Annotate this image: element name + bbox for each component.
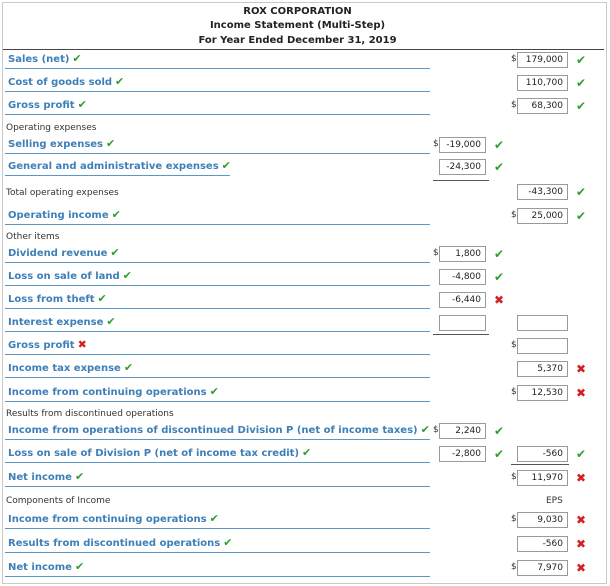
loss-land-label: Loss on sale of land [8, 271, 120, 282]
subtotal-rule [433, 180, 489, 181]
row-gna [0, 158, 610, 180]
net-income-label: Net income [8, 472, 72, 483]
tax-amount-input[interactable]: 5,370 [517, 361, 568, 377]
other-items-heading: Other items [6, 232, 60, 242]
check-icon: ✔ [576, 185, 587, 199]
check-icon: ✔ [494, 424, 505, 438]
loss-theft-amount-input[interactable]: -6,440 [439, 292, 486, 308]
check-icon: ✔ [123, 361, 134, 374]
check-icon: ✔ [494, 160, 505, 174]
check-icon: ✔ [209, 512, 219, 525]
check-icon: ✔ [576, 76, 587, 90]
gna-amount-input[interactable]: -24,300 [439, 159, 486, 175]
cross-icon: ✖ [576, 362, 587, 376]
operating-income-amount-input[interactable]: 25,000 [517, 208, 568, 224]
comp-discontinued-amount-input[interactable]: -560 [517, 536, 568, 552]
dollar-sign: $ [511, 210, 517, 220]
interest-label: Interest expense [8, 317, 104, 328]
dollar-sign: $ [433, 139, 439, 149]
cogs-amount-input[interactable]: 110,700 [517, 75, 568, 91]
interest-amount-input-1[interactable] [439, 315, 486, 331]
sales-label-select[interactable] [5, 51, 430, 69]
tax-label-select[interactable] [5, 360, 430, 378]
row-comp-discontinued [0, 535, 610, 557]
loss-land-amount-input[interactable]: -4,800 [439, 269, 486, 285]
sales-label: Sales (net) [8, 54, 70, 65]
net-income-amount-input[interactable]: 11,970 [517, 470, 568, 486]
disc-income-label-select[interactable] [5, 422, 430, 440]
cross-icon: ✖ [576, 561, 587, 575]
dividend-amount-input[interactable]: 1,800 [439, 246, 486, 262]
comp-continuing-label-select[interactable] [5, 511, 430, 529]
check-icon: ✔ [494, 447, 505, 461]
tax-label: Income tax expense [8, 363, 121, 374]
sales-amount-input[interactable]: 179,000 [517, 52, 568, 68]
dollar-sign: $ [433, 248, 439, 258]
row-operating-income [0, 207, 610, 229]
check-icon: ✔ [74, 560, 85, 573]
check-icon: ✔ [420, 423, 430, 436]
dollar-sign: $ [511, 387, 517, 397]
loss-theft-label-select[interactable] [5, 291, 430, 309]
selling-label-select[interactable] [5, 136, 430, 154]
disc-loss-amount-input-1[interactable]: -2,800 [439, 446, 486, 462]
operating-income-label-select[interactable] [5, 207, 430, 225]
row-disc-income [0, 422, 610, 444]
gross-profit-amount-input[interactable]: 68,300 [517, 98, 568, 114]
check-icon: ✔ [77, 98, 87, 111]
check-icon: ✔ [110, 246, 120, 259]
gross-profit-label: Gross profit [8, 100, 75, 111]
comp-continuing-label: Income from continuing operations [8, 514, 207, 525]
header-divider [3, 49, 604, 50]
net-income-label-select[interactable] [5, 469, 430, 487]
row-interest [0, 314, 610, 336]
disc-loss-label: Loss on sale of Division P (net of income tax credit) [8, 448, 300, 459]
check-icon: ✔ [576, 209, 587, 223]
cross-icon: ✖ [576, 513, 587, 527]
row-comp-continuing [0, 511, 610, 533]
check-icon: ✔ [302, 446, 312, 459]
interest-amount-input-2[interactable] [517, 315, 568, 331]
row-cogs [0, 74, 610, 96]
total-opex-amount-input[interactable]: -43,300 [517, 184, 568, 200]
selling-label: Selling expenses [8, 139, 104, 150]
statement-title: Income Statement (Multi-Step) [209, 20, 386, 31]
selling-amount-input[interactable]: -19,000 [439, 137, 486, 153]
dollar-sign: $ [511, 514, 517, 524]
check-icon: ✔ [221, 159, 231, 172]
subtotal-rule [511, 464, 569, 465]
dollar-sign: $ [511, 100, 517, 110]
subtotal-rule [433, 334, 489, 335]
row-sales [0, 51, 610, 73]
check-icon: ✔ [106, 137, 116, 150]
gross-profit-2-label-select[interactable] [5, 337, 430, 355]
gross-profit-label-select[interactable] [5, 97, 430, 115]
interest-label-select[interactable] [5, 314, 430, 332]
gross-profit-2-label: Gross profit [8, 340, 75, 351]
check-icon: ✔ [106, 315, 116, 328]
cross-icon: ✖ [576, 537, 587, 551]
cogs-label: Cost of goods sold [8, 77, 113, 88]
operating-expenses-heading: Operating expenses [6, 123, 97, 133]
row-total-opex [0, 183, 610, 205]
gna-label: General and administrative expenses [8, 161, 219, 172]
row-loss-theft [0, 291, 610, 313]
check-icon: ✔ [576, 99, 587, 113]
check-icon: ✔ [72, 52, 82, 65]
comp-discontinued-label-select[interactable] [5, 535, 430, 553]
row-comp-net-income [0, 559, 610, 581]
disc-income-label: Income from operations of discontinued Division P (net of income taxes) [8, 425, 418, 436]
check-icon: ✔ [209, 385, 219, 398]
row-gross-profit-2 [0, 337, 610, 359]
disc-income-amount-input[interactable]: 2,240 [439, 423, 486, 439]
gross-profit-2-amount-input[interactable] [517, 338, 568, 354]
dollar-sign: $ [511, 562, 517, 572]
row-selling [0, 136, 610, 158]
check-icon: ✔ [494, 270, 505, 284]
cogs-label-select[interactable] [5, 74, 430, 92]
cross-icon: ✖ [576, 471, 587, 485]
comp-continuing-amount-input[interactable]: 9,030 [517, 512, 568, 528]
check-icon: ✔ [74, 470, 85, 483]
row-tax [0, 360, 610, 382]
dollar-sign: $ [433, 425, 439, 435]
cross-icon: ✖ [494, 293, 505, 307]
components-heading: Components of Income [6, 496, 111, 506]
check-icon: ✔ [576, 53, 587, 67]
dividend-label: Dividend revenue [8, 248, 108, 259]
statement-period: For Year Ended December 31, 2019 [198, 35, 397, 46]
eps-heading: EPS [546, 496, 563, 506]
check-icon: ✔ [115, 75, 125, 88]
loss-theft-label: Loss from theft [8, 294, 95, 305]
check-icon: ✔ [223, 536, 233, 549]
row-dividend [0, 245, 610, 267]
gna-label-select[interactable] [5, 158, 230, 176]
cross-icon: ✖ [77, 338, 87, 351]
operating-income-label: Operating income [8, 210, 109, 221]
comp-net-income-label-select[interactable] [5, 559, 430, 577]
loss-land-label-select[interactable] [5, 268, 430, 286]
comp-discontinued-label: Results from discontinued operations [8, 538, 221, 549]
check-icon: ✔ [111, 208, 121, 221]
disc-loss-amount-input-2[interactable]: -560 [517, 446, 568, 462]
total-opex-label: Total operating expenses [6, 188, 119, 198]
row-net-income [0, 469, 610, 491]
comp-net-income-amount-input[interactable]: 7,970 [517, 560, 568, 576]
row-loss-land [0, 268, 610, 290]
continuing-ops-amount-input[interactable]: 12,530 [517, 385, 568, 401]
check-icon: ✔ [494, 247, 505, 261]
cross-icon: ✖ [576, 386, 587, 400]
dollar-sign: $ [511, 54, 517, 64]
dollar-sign: $ [511, 472, 517, 482]
company-name: ROX CORPORATION [243, 6, 352, 17]
comp-net-income-label: Net income [8, 562, 72, 573]
check-icon: ✔ [494, 138, 505, 152]
row-gross-profit [0, 97, 610, 119]
check-icon: ✔ [97, 292, 107, 305]
discontinued-heading: Results from discontinued operations [6, 409, 174, 419]
check-icon: ✔ [576, 447, 587, 461]
dividend-label-select[interactable] [5, 245, 430, 263]
check-icon: ✔ [122, 269, 132, 282]
disc-loss-label-select[interactable] [5, 445, 430, 463]
continuing-ops-label-select[interactable] [5, 384, 430, 402]
row-continuing-ops [0, 384, 610, 406]
dollar-sign: $ [511, 340, 517, 350]
continuing-ops-label: Income from continuing operations [8, 387, 207, 398]
